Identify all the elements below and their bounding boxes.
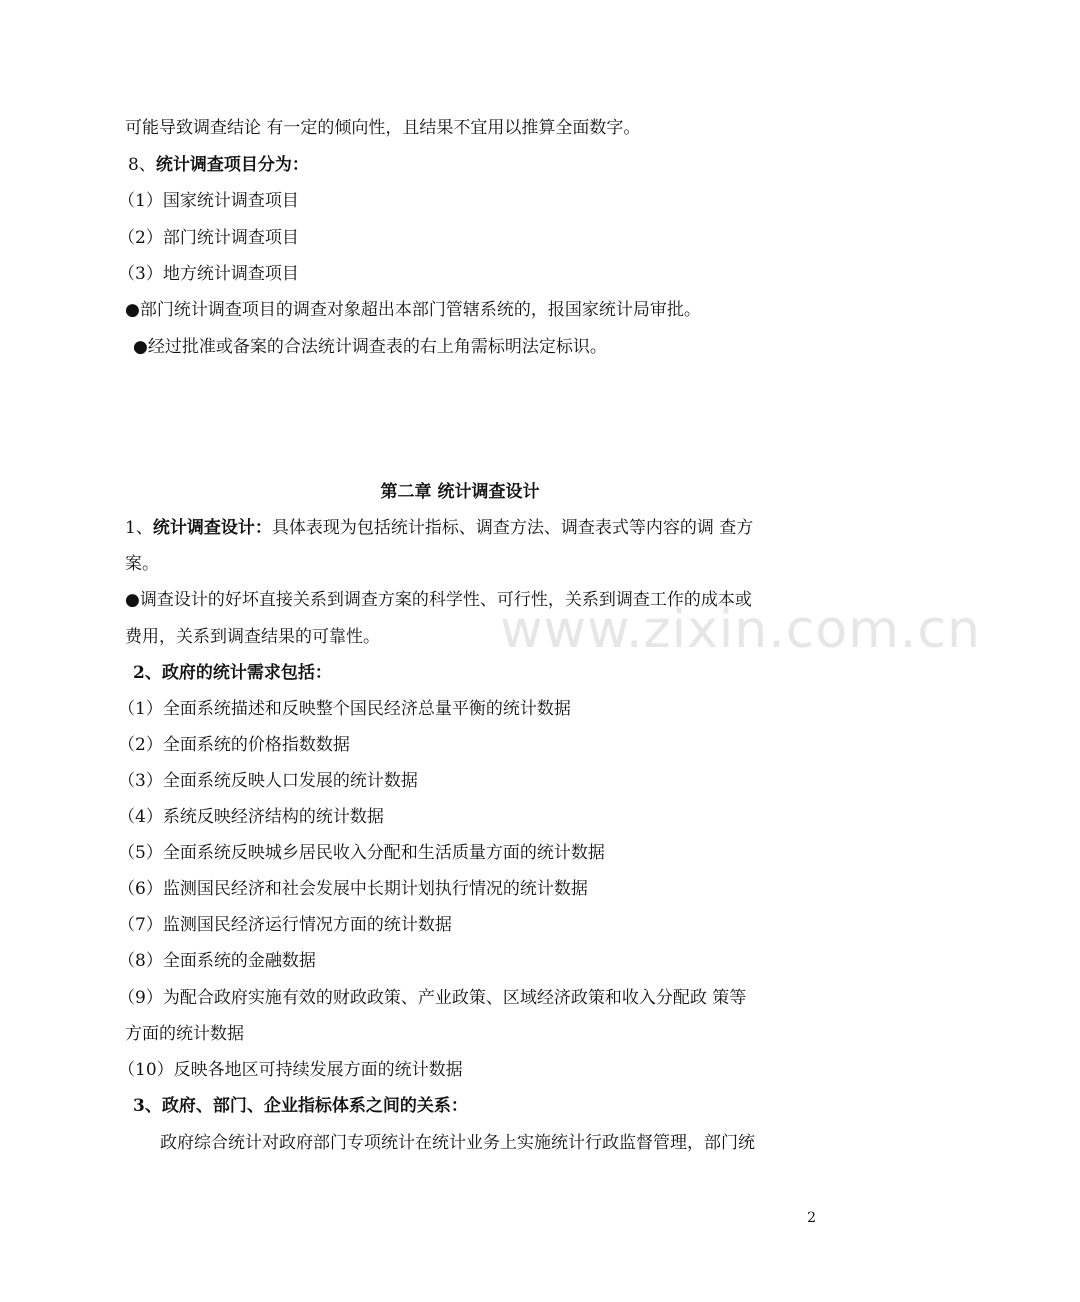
heading-title: 统计调查设计： [152, 518, 272, 538]
text-line: 可能导致调查结论 有一定的倾向性，且结果不宜用以推算全面数字。 [125, 118, 641, 138]
page-number: 2 [807, 1210, 816, 1226]
list-item: （2）全面系统的价格指数数据 [118, 735, 350, 755]
list-item: （5）全面系统反映城乡居民收入分配和生活质量方面的统计数据 [118, 843, 605, 863]
heading-title: 统计调查项目分为： [155, 155, 309, 175]
heading-1 [125, 517, 1045, 539]
watermark: www.zixin.com.cn [500, 600, 981, 660]
list-item: （1）国家统计调查项目 [118, 191, 299, 211]
list-item: （3）全面系统反映人口发展的统计数据 [118, 771, 418, 791]
list-item: （6）监测国民经济和社会发展中长期计划执行情况的统计数据 [118, 879, 588, 899]
list-item: （3）地方统计调查项目 [118, 264, 299, 284]
list-item: （1）全面系统描述和反映整个国民经济总量平衡的统计数据 [118, 699, 571, 719]
heading-8 [128, 154, 1048, 176]
text-line: 案。 [125, 554, 159, 574]
chapter-title: 第二章 统计调查设计 [380, 482, 540, 502]
list-item: （2）部门统计调查项目 [118, 228, 299, 248]
heading-3: 3、政府、部门、企业指标体系之间的关系： [133, 1096, 468, 1116]
heading-2: 2、政府的统计需求包括： [133, 663, 332, 683]
list-item: （8）全面系统的金融数据 [118, 951, 316, 971]
bullet-note: ●经过批准或备案的合法统计调查表的右上角需标明法定标识。 [133, 337, 607, 357]
list-item: （4）系统反映经济结构的统计数据 [118, 807, 384, 827]
list-item-continuation: 方面的统计数据 [125, 1024, 244, 1044]
text-line: 费用，关系到调查结果的可靠性。 [125, 627, 380, 647]
bullet-note: ●部门统计调查项目的调查对象超出本部门管辖系统的，报国家统计局审批。 [125, 300, 701, 320]
heading-number: 8、 [128, 155, 156, 175]
heading-number: 1、 [125, 518, 153, 538]
list-item: （10）反映各地区可持续发展方面的统计数据 [118, 1060, 463, 1080]
bullet-note: ●调查设计的好坏直接关系到调查方案的科学性、可行性，关系到调查工作的成本或 [125, 590, 752, 610]
heading-text: 具体表现为包括统计指标、调查方法、调查表式等内容的调 查方 [271, 518, 754, 538]
list-item: （9）为配合政府实施有效的财政政策、产业政策、区域经济政策和收入分配政 策等 [118, 988, 747, 1008]
paragraph: 政府综合统计对政府部门专项统计在统计业务上实施统计行政监督管理，部门统 [160, 1133, 755, 1153]
list-item: （7）监测国民经济运行情况方面的统计数据 [118, 915, 452, 935]
